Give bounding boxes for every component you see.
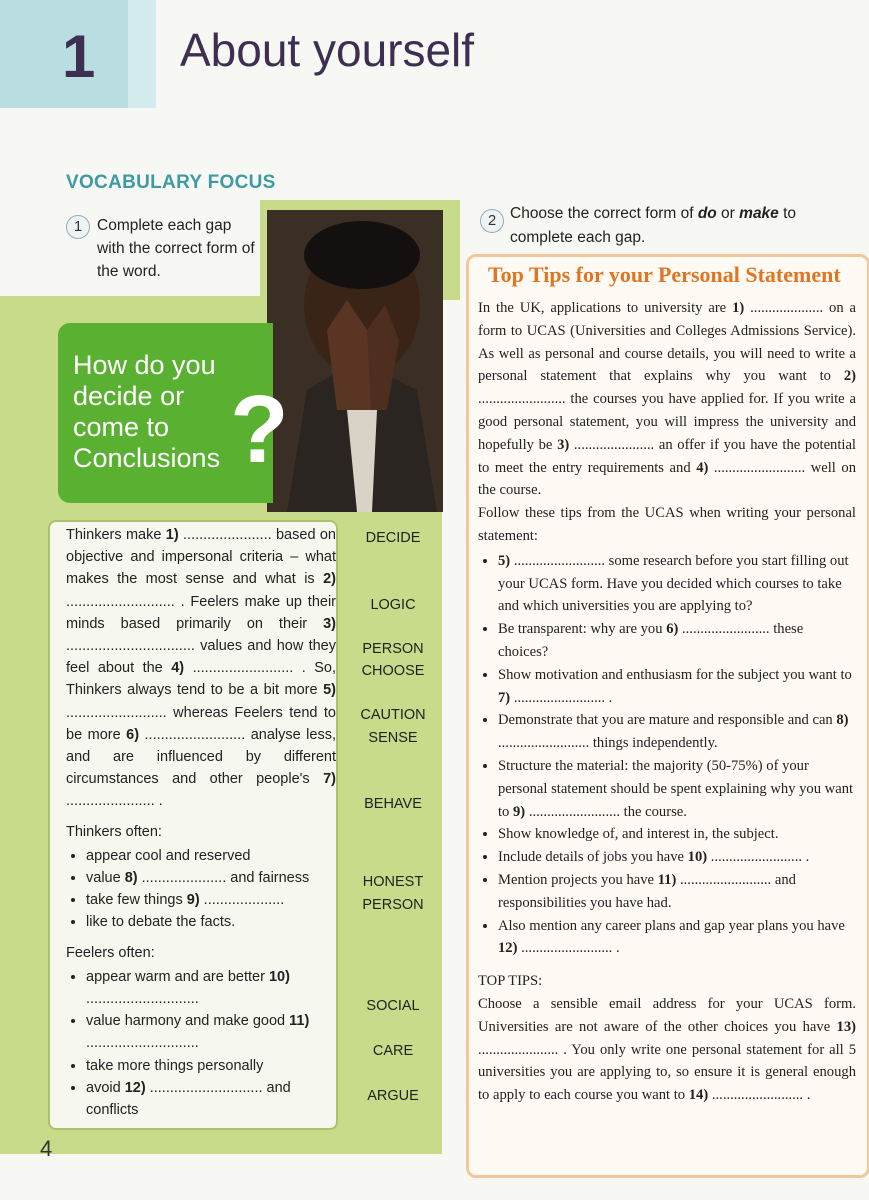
tip-item: [498, 709, 856, 755]
do-word: do: [697, 205, 717, 222]
list-item: • appear cool and reserved: [86, 845, 336, 867]
list-item: • take more things personally: [86, 1055, 336, 1077]
vocabulary-heading: VOCABULARY FOCUS: [66, 172, 276, 193]
gap-number: 1): [732, 300, 745, 316]
instruction-text: or: [716, 205, 740, 222]
feelers-list: [66, 966, 336, 1121]
tips-text: [478, 297, 856, 1107]
item-text: value: [86, 870, 125, 887]
gap-number: 8): [124, 870, 142, 887]
tips-list: [478, 550, 856, 960]
para-text: ......................... . So, Thinkers always tend to be a bit more: [66, 660, 336, 699]
item-text: ............................ and conflicts: [86, 1079, 291, 1119]
word-prompt: PERSON: [362, 897, 424, 913]
top-tips-paragraph: [478, 993, 856, 1107]
tips-text-run: ........................ the courses you have applied for. If you write a good personal statement, you will impress the university and hopefully be: [478, 391, 856, 453]
list-item: • like to debate the facts.: [86, 911, 336, 933]
item-text: ....................: [203, 892, 285, 909]
exercise-1-instruction: Complete each gap with the correct form of the word.: [97, 217, 255, 280]
tip-text: Include details of jobs you have: [498, 849, 688, 866]
word-prompt: LOGIC: [370, 597, 416, 613]
word-prompt: ARGUE: [367, 1088, 419, 1104]
item-text: ............................: [86, 1035, 199, 1052]
tips-text-run: ...................... an offer if you have the potential to meet the entry requirements and: [478, 436, 856, 476]
tip-item: • Show knowledge of, and interest in, the subject.: [498, 823, 856, 846]
unit-header-stripe: [128, 0, 156, 108]
gap-number: 6): [126, 726, 145, 743]
gap-number: 13): [836, 1018, 856, 1035]
tip-item: [498, 915, 856, 961]
item-text: avoid: [86, 1079, 125, 1096]
page-number: 4: [40, 1136, 53, 1161]
tip-item: [498, 550, 856, 618]
word-prompt: PERSON: [362, 641, 424, 657]
para-text: ......................... analyse less, and are influenced by different circumstances and other people's: [66, 726, 336, 788]
thinkers-list: [66, 845, 336, 934]
gap-number: 10): [687, 849, 708, 866]
tip-text: ......................... things independently.: [498, 735, 718, 752]
question-line-4: Conclusions: [73, 443, 221, 473]
gap-number: 5): [323, 682, 336, 699]
tip-text: Structure the material: the majority (50-75%) of your personal statement should be spent explaining why you want to: [498, 757, 854, 820]
question-line-2: decide or: [73, 381, 185, 411]
tips-text-run: Choose a sensible email address for your UCAS form. Universities are not aware of the other choices you have: [478, 995, 856, 1035]
tip-text: ......................... .: [517, 940, 620, 957]
word-prompt: CHOOSE: [361, 663, 425, 679]
tip-text: ......................... and responsibilities you have had.: [498, 871, 796, 911]
tip-text: Show motivation and enthusiasm for the subject you want to: [498, 666, 852, 683]
tips-text-run: .................... on a form to UCAS (Universities and Colleges Admissions Service). As well as personal and course details, you will need to write a personal statement that explains why you want to: [478, 300, 856, 385]
tip-text: Also mention any career plans and gap year plans you have: [498, 917, 845, 934]
word-prompt: CAUTION: [360, 707, 426, 723]
para-text: ................................ values and how they feel about the: [66, 638, 336, 677]
gap-number: 9): [513, 803, 526, 820]
gap-number: 12): [498, 940, 518, 957]
gap-number: 3): [323, 615, 336, 632]
list-item: [86, 1077, 336, 1121]
gap-number: 11): [657, 871, 677, 888]
photo-illustration: [267, 210, 443, 512]
exercise-2-instruction: [510, 202, 830, 250]
exercise-2-number: 2: [480, 209, 504, 233]
gap-number: 3): [557, 436, 570, 453]
tips-intro-paragraph: [478, 297, 856, 502]
top-tips-heading: TOP TIPS:: [478, 973, 543, 990]
gap-number: 8): [836, 712, 849, 729]
gap-number: 14): [688, 1087, 709, 1104]
tip-text: Mention projects you have: [498, 871, 658, 888]
question-line-1: How do you: [73, 350, 216, 380]
feelers-heading: Feelers often:: [66, 944, 155, 961]
tip-text: ......................... .: [510, 689, 613, 706]
list-item: [86, 966, 336, 1010]
list-item: [86, 889, 336, 911]
item-text: value harmony and make good: [86, 1013, 290, 1030]
word-prompt: HONEST: [362, 874, 424, 890]
gap-number: 2): [323, 571, 336, 588]
tip-item: [498, 846, 856, 869]
gap-number: 7): [323, 771, 336, 788]
tips-title: Top Tips for your Personal Statement: [488, 262, 841, 287]
tips-text-run: ......................... .: [708, 1087, 811, 1104]
gap-number: 7): [498, 689, 511, 706]
tip-text: ........................ these choices?: [498, 621, 804, 660]
tip-text: ......................... some research before you start filling out your UCAS form. Have you decided which courses to take and which universities you are applying to?: [498, 552, 849, 615]
word-prompt: SOCIAL: [366, 998, 420, 1014]
list-item: [86, 1010, 336, 1054]
item-text: ............................: [86, 991, 199, 1008]
tip-text: Demonstrate that you are mature and responsible and can: [498, 712, 837, 729]
gap-number: 12): [124, 1079, 150, 1096]
instruction-text: Choose the correct form of: [510, 205, 698, 222]
para-text: ...................... based on objective and impersonal criteria – what makes the most sense and what is: [66, 527, 336, 588]
gap-number: 9): [186, 892, 204, 909]
tip-item: [498, 755, 856, 823]
gap-number: 11): [289, 1013, 310, 1030]
gap-number: 6): [666, 621, 679, 638]
question-mark: ?: [230, 376, 289, 483]
thinkers-feelers-paragraph: [66, 524, 336, 813]
thinkers-heading: Thinkers often:: [66, 823, 162, 840]
gap-number: 1): [165, 527, 184, 543]
reading-text: [66, 524, 336, 1125]
instruction-text: to complete each gap.: [510, 205, 797, 246]
tips-text-run: ...................... . You only write one personal statement for all 5 universities you are applying to, so ensure it is general enough to apply to each course you want to: [478, 1041, 856, 1104]
gap-number: 4): [171, 660, 193, 677]
gap-number: 2): [843, 368, 856, 385]
unit-title: About yourself: [180, 24, 475, 76]
make-word: make: [739, 205, 779, 222]
word-prompt: BEHAVE: [364, 796, 422, 812]
word-prompt: DECIDE: [365, 530, 421, 546]
item-text: take few things: [86, 892, 187, 909]
thinking-man-photo: [267, 210, 443, 512]
tips-follow-paragraph: Follow these tips from the UCAS when writing your personal statement:: [478, 505, 856, 544]
unit-number: 1: [62, 23, 96, 90]
tip-item: [498, 869, 856, 915]
word-prompt: CARE: [372, 1043, 414, 1059]
item-text: ..................... and fairness: [141, 870, 310, 887]
tips-text-run: ......................... well on the course.: [478, 459, 856, 499]
word-prompt: SENSE: [368, 730, 418, 746]
tip-text: Be transparent: why are you: [498, 621, 667, 638]
list-item: [86, 867, 336, 889]
tips-text-run: In the UK, applications to university are: [478, 300, 733, 316]
gap-number: 4): [696, 459, 709, 476]
para-text: Thinkers make: [66, 527, 166, 543]
para-text: ...................... .: [66, 793, 163, 810]
question-line-3: come to: [73, 412, 170, 442]
tip-text: ......................... the course.: [525, 803, 687, 820]
tip-item: [498, 664, 856, 710]
exercise-1-number: 1: [66, 215, 90, 239]
gap-number: 10): [268, 968, 290, 985]
para-text: ........................... . Feelers make up their minds based primarily on their: [66, 593, 336, 632]
gap-number: 5): [498, 552, 511, 569]
tip-item: [498, 618, 856, 664]
para-text: ......................... whereas Feelers tend to be more: [66, 704, 336, 743]
item-text: appear warm and are better: [86, 968, 269, 985]
tip-text: ......................... .: [707, 849, 810, 866]
